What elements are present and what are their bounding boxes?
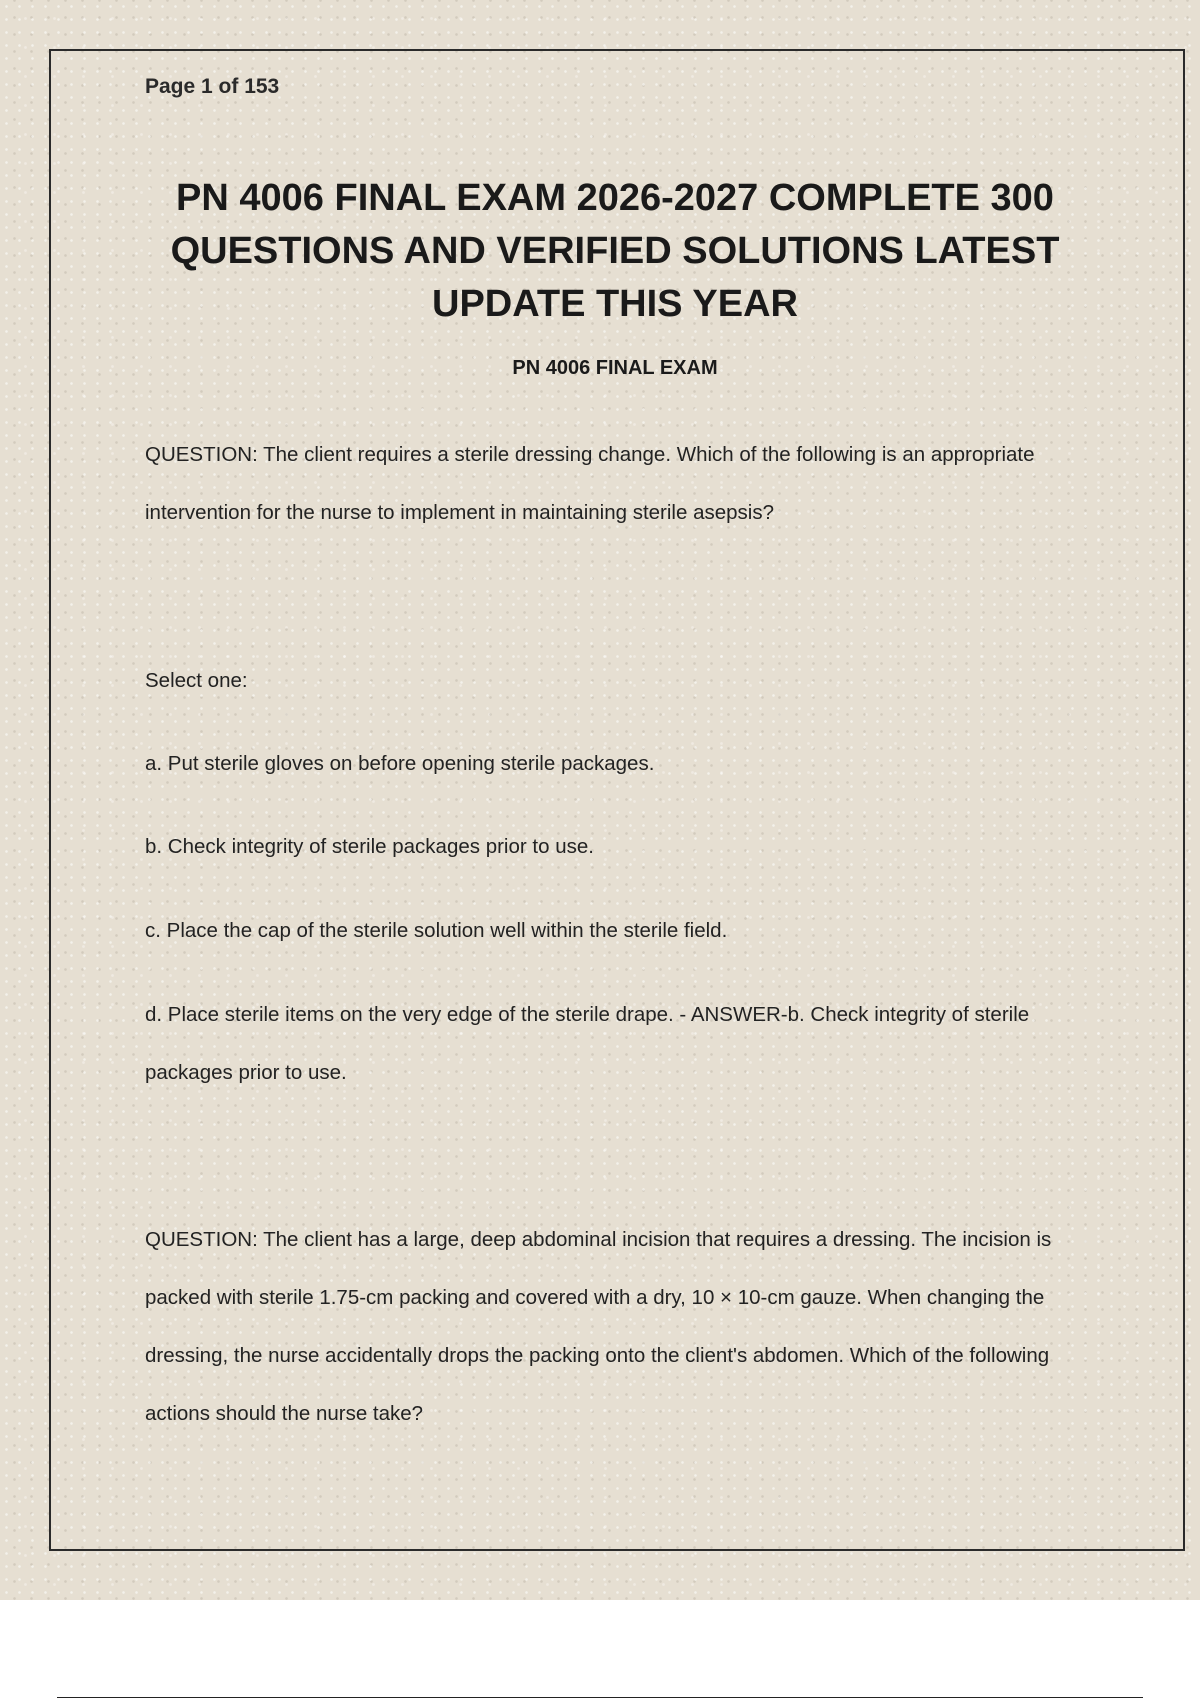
footer-divider: [57, 1697, 1143, 1698]
question-1-option-b: b. Check integrity of sterile packages prior to use.: [145, 835, 594, 858]
question-1-option-c: c. Place the cap of the sterile solution well within the sterile field.: [145, 919, 728, 942]
document-subtitle: PN 4006 FINAL EXAM: [512, 357, 718, 379]
question-2-text: QUESTION: The client has a large, deep abdominal incision that requires a dressing. The incision is packed with sterile 1.75-cm packing and covered with a dry, 10 × 10-cm gauze. When changing the dressing, the nurse accidentally drops the packing onto the client's abdomen. Which of the following actions should the nurse take?: [145, 1228, 1052, 1425]
question-1-text: QUESTION: The client requires a sterile dressing change. Which of the following is an appropriate intervention for the nurse to implement in maintaining sterile asepsis?: [145, 443, 1035, 524]
page-number: Page 1 of 153: [145, 75, 280, 98]
question-1-option-d-answer: d. Place sterile items on the very edge of the sterile drape. - ANSWER-b. Check integrity of sterile packages prior to use.: [145, 1003, 1030, 1084]
question-1-option-a: a. Put sterile gloves on before opening sterile packages.: [145, 752, 655, 775]
question-1-prompt: Select one:: [145, 669, 248, 692]
document-title: PN 4006 FINAL EXAM 2026-2027 COMPLETE 300 QUESTIONS AND VERIFIED SOLUTIONS LATEST UPDATE THIS YEAR: [170, 177, 1060, 325]
